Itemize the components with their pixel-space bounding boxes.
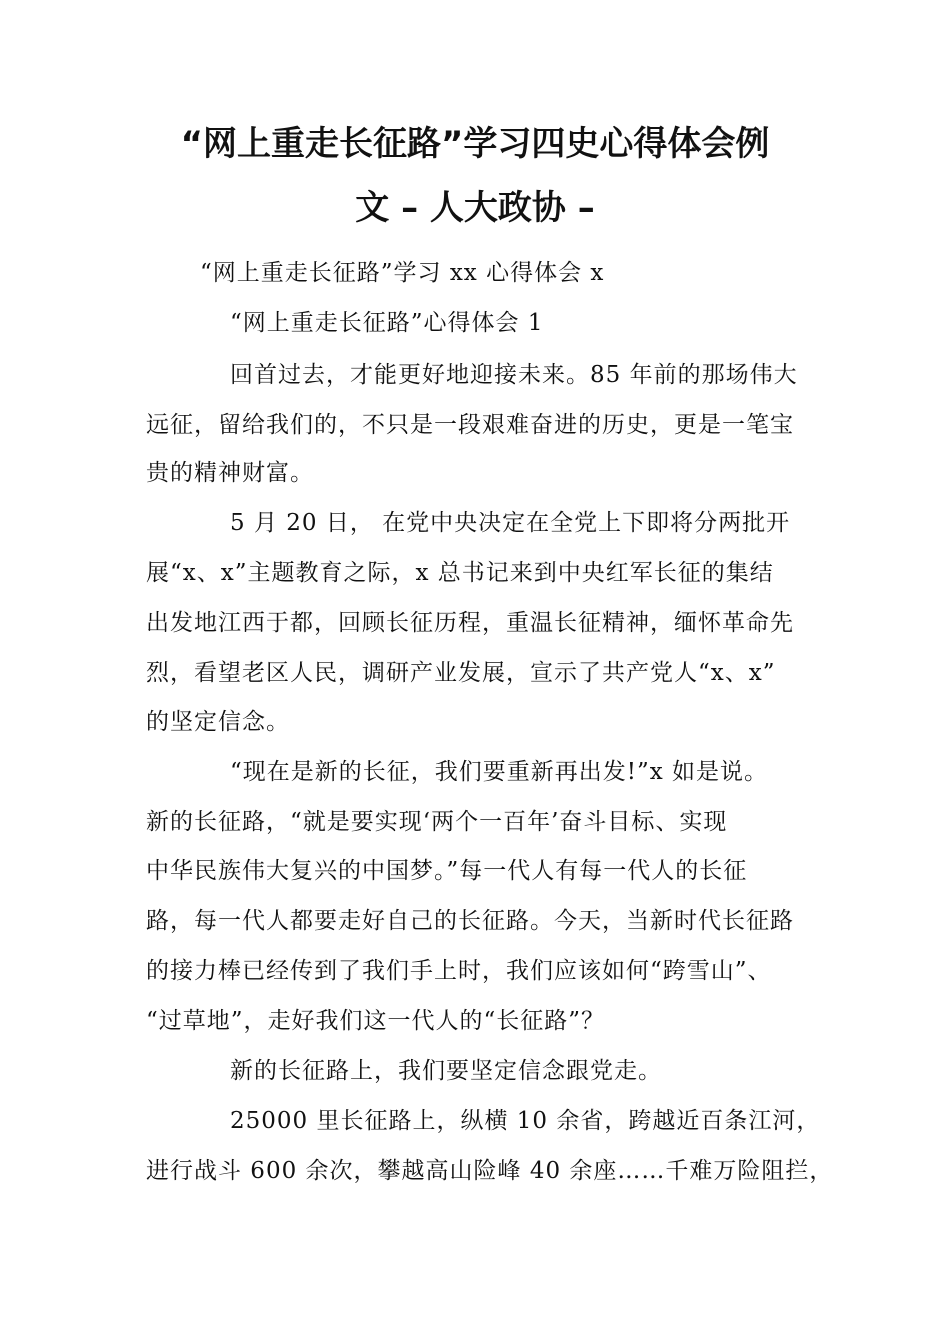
paragraph-line: 5 月 20 日， 在党中央决定在全党上下即将分两批开 xyxy=(230,510,791,536)
paragraph-line: 远征，留给我们的，不只是一段艰难奋进的历史，更是一笔宝 xyxy=(146,412,794,438)
paragraph-line: “现在是新的长征，我们要重新再出发!”x 如是说。 xyxy=(230,759,769,785)
paragraph-line: 进行战斗 600 余次，攀越高山险峰 40 余座……千难万险阻拦， xyxy=(146,1158,834,1184)
paragraph-line: 烈，看望老区人民，调研产业发展，宣示了共产党人“x、x” xyxy=(146,660,776,686)
paragraph-line: 25000 里长征路上，纵横 10 余省，跨越近百条江河， xyxy=(230,1108,821,1134)
paragraph-line: “网上重走长征路”学习 xx 心得体会 x xyxy=(200,260,605,286)
document-title-line-1: “网上重走长征路”学习四史心得体会例 xyxy=(180,124,770,164)
paragraph-line: 的坚定信念。 xyxy=(146,709,290,735)
paragraph-line: 路，每一代人都要走好自己的长征路。今天，当新时代长征路 xyxy=(146,908,794,934)
paragraph-line: 新的长征路上，我们要坚定信念跟党走。 xyxy=(230,1058,662,1084)
paragraph-line: 的接力棒已经传到了我们手上时，我们应该如何“跨雪山”、 xyxy=(146,958,772,984)
paragraph-line: 出发地江西于都，回顾长征历程，重温长征精神，缅怀革命先 xyxy=(146,610,794,636)
paragraph-line: 展“x、x”主题教育之际，x 总书记来到中央红军长征的集结 xyxy=(146,560,774,586)
document-title-line-2: 文 – 人大政协 – xyxy=(355,188,595,228)
paragraph-line: 中华民族伟大复兴的中国梦。”每一代人有每一代人的长征 xyxy=(146,858,748,884)
paragraph-line: “过草地”，走好我们这一代人的“长征路”？ xyxy=(146,1008,606,1034)
paragraph-line: 新的长征路，“就是要实现‘两个一百年’奋斗目标、实现 xyxy=(146,809,728,835)
paragraph-line: 回首过去，才能更好地迎接未来。85 年前的那场伟大 xyxy=(230,362,798,388)
paragraph-line: 贵的精神财富。 xyxy=(146,460,314,486)
paragraph-line: “网上重走长征路”心得体会 1 xyxy=(230,310,544,336)
